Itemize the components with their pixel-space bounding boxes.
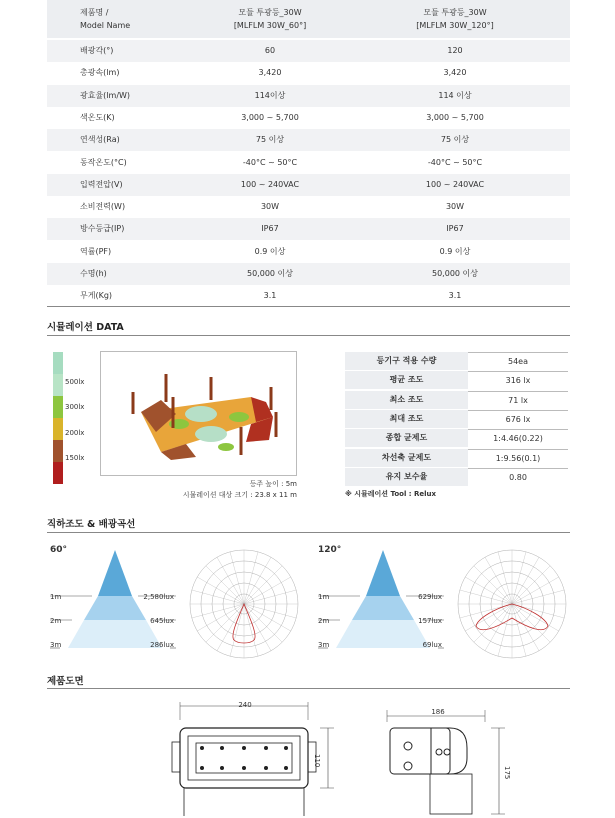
polar-spoke [244, 604, 296, 618]
lux-value: 2,580lux [143, 593, 174, 601]
spec-row-value-60: 30W [260, 202, 280, 212]
legend-swatch [53, 440, 63, 462]
spec-row-value-120: 3,420 [443, 68, 467, 78]
spec-row-label: 배광각(°) [80, 46, 114, 55]
spec-row-label: 역률(PF) [80, 246, 112, 256]
polar-spoke [244, 577, 291, 604]
polar-spoke [485, 557, 512, 604]
polar-spoke [244, 566, 282, 604]
header-col1-line1: 모듈 투광등_30W [238, 8, 302, 17]
lux-value: 157lux [418, 617, 442, 625]
legend-swatch [53, 352, 63, 374]
polar-spoke [197, 577, 244, 604]
spec-row-label: 동작온도(°C) [80, 157, 127, 167]
simulation-render-image [101, 352, 296, 475]
polar-spoke [230, 604, 244, 656]
header-col2-line1: 모듈 투광등_30W [423, 8, 487, 17]
polar-spoke [498, 604, 512, 656]
lux-value: 286lux [150, 641, 174, 649]
spec-row-value-120: 75 이상 [440, 135, 470, 145]
spec-row-value-120: 100 ~ 240VAC [425, 179, 485, 189]
spec-row-value-60: 3,420 [258, 68, 282, 78]
spec-row-label: 입력전압(V) [80, 179, 123, 189]
sim-table-label: 등기구 적용 수량 [345, 352, 468, 370]
lux-value: 645lux [150, 617, 174, 625]
legend-swatch [53, 418, 63, 440]
sim-table-label: 종합 균제도 [345, 429, 468, 447]
polar-spoke [217, 557, 244, 604]
simulation-tool-note: ※ 시뮬레이션 Tool : Relux [345, 490, 437, 498]
polar-spoke [465, 577, 512, 604]
legend-150lx: 150lx [65, 454, 85, 462]
polar-spoke [197, 604, 244, 631]
sim-table-value: 1:9.56(0.1) [468, 449, 568, 467]
sim-table-label: 유지 보수율 [345, 468, 468, 486]
sim-table-value: 71 lx [468, 391, 568, 409]
polar-spoke [512, 566, 550, 604]
spec-table-bottom-line [47, 306, 570, 307]
distance-label: 1m [50, 593, 62, 601]
front-width-dimension: 240 [238, 701, 252, 709]
polar-spoke [244, 557, 271, 604]
spec-row-label: 총광속(lm) [80, 68, 120, 78]
spec-row-label: 광효율(lm/W) [80, 90, 131, 100]
spec-row-value-60: 114이상 [254, 90, 286, 100]
legend-swatch [53, 462, 63, 484]
spec-row-value-60: 0.9 이상 [254, 246, 286, 256]
polar-spoke [465, 604, 512, 631]
polar-curve-60 [188, 548, 300, 660]
sim-table-value: 316 lx [468, 371, 568, 389]
simulation-render-frame [100, 351, 297, 476]
side-width-dimension: 186 [431, 708, 445, 716]
spec-row-label: 소비전력(W) [80, 202, 126, 212]
sim-table-label: 차선축 균제도 [345, 449, 468, 467]
sim-table-label: 최대 조도 [345, 410, 468, 428]
sim-table-value: 1:4.46(0.22) [468, 429, 568, 447]
distance-label: 3m [50, 641, 62, 649]
spec-row-value-60: 50,000 이상 [247, 269, 293, 278]
polar-spoke [498, 552, 512, 604]
sim-table-value: 676 lx [468, 410, 568, 428]
section-title-simulation: 시뮬레이션 DATA [47, 322, 124, 333]
spec-row-value-60: -40°C ~ 50°C [242, 157, 298, 167]
distance-label: 2m [318, 617, 330, 625]
polar-curve-120 [456, 548, 568, 660]
spec-row-value-60: 75 이상 [255, 135, 285, 145]
polar-spoke [244, 604, 282, 642]
spec-row-value-120: 114 이상 [438, 90, 472, 100]
simulation-caption-size: 시뮬레이션 대상 크기 : 23.8 x 11 m [182, 491, 297, 499]
distance-label: 1m [318, 593, 330, 601]
legend-200lx: 200lx [65, 429, 85, 437]
spec-row-value-60: 3.1 [263, 291, 277, 301]
spec-row-label: 색온도(K) [80, 112, 115, 122]
header-col1-line2: [MLFLM 30W_60°] [233, 21, 307, 30]
spec-row-value-60: 100 ~ 240VAC [240, 179, 300, 189]
polar-spoke [512, 604, 559, 631]
polar-spoke [485, 604, 512, 651]
header-label-line1: 제품명 / [80, 8, 109, 17]
spec-row-label: 방수등급(IP) [80, 224, 125, 234]
sim-table-value: 54ea [468, 352, 568, 370]
section-divider [47, 532, 570, 533]
sim-table-value: 0.80 [468, 468, 568, 486]
polar-spoke [512, 557, 539, 604]
polar-spoke [512, 604, 526, 656]
sim-table-label: 평균 조도 [345, 371, 468, 389]
spec-row-value-120: 3,000 ~ 5,700 [426, 112, 484, 122]
spec-row-value-60: 3,000 ~ 5,700 [241, 112, 299, 122]
spec-row-label: 수명(h) [80, 269, 107, 278]
spec-row-value-120: 50,000 이상 [432, 269, 478, 278]
polar-spoke [244, 604, 258, 656]
section-divider [47, 688, 570, 689]
header-col2-line2: [MLFLM 30W_120°] [416, 21, 494, 30]
front-height-dimension: 110 [313, 754, 321, 768]
legend-swatch [53, 374, 63, 396]
spec-row-label: 연색성(Ra) [80, 135, 120, 145]
polar-spoke [192, 604, 244, 618]
spec-row-value-120: 30W [445, 202, 465, 212]
illuminance-legend-bar [53, 352, 63, 484]
spec-row-value-120: 3.1 [448, 291, 462, 301]
side-height-dimension: 175 [503, 766, 511, 780]
section-title-drawing: 제품도면 [47, 676, 84, 687]
spec-row-value-120: 0.9 이상 [439, 246, 471, 256]
polar-spoke [217, 604, 244, 651]
spec-row-value-120: 120 [447, 46, 463, 55]
simulation-caption-height: 등주 높이 : 5m [249, 480, 297, 488]
spec-row-value-60: IP67 [261, 224, 279, 234]
angle-label-60: 60° [50, 545, 68, 555]
spec-row-value-120: -40°C ~ 50°C [427, 157, 483, 167]
sim-table-label: 최소 조도 [345, 391, 468, 409]
polar-spoke [512, 604, 539, 651]
section-divider [47, 335, 570, 336]
polar-spoke [460, 590, 512, 604]
polar-spoke [244, 590, 296, 604]
spec-row-label: 무게(Kg) [80, 291, 113, 301]
polar-spoke [512, 604, 550, 642]
polar-spoke [230, 552, 244, 604]
spec-table-header [47, 0, 570, 38]
legend-swatch [53, 396, 63, 418]
angle-label-120: 120° [318, 545, 342, 555]
legend-300lx: 300lx [65, 403, 85, 411]
polar-spoke [244, 604, 291, 631]
polar-spoke [512, 577, 559, 604]
distance-label: 3m [318, 641, 330, 649]
legend-500lx: 500lx [65, 378, 85, 386]
polar-spoke [474, 566, 512, 604]
polar-spoke [474, 604, 512, 642]
polar-spoke [192, 590, 244, 604]
polar-spoke [244, 604, 271, 651]
polar-spoke [206, 566, 244, 604]
polar-spoke [206, 604, 244, 642]
spec-row-value-120: IP67 [446, 224, 464, 234]
section-title-illuminance: 직하조도 & 배광곡선 [47, 519, 136, 530]
polar-spoke [512, 552, 526, 604]
distance-label: 2m [50, 617, 62, 625]
polar-spoke [244, 552, 258, 604]
lux-value: 69lux [422, 641, 442, 649]
spec-row-value-60: 60 [264, 46, 276, 55]
header-label-line2: Model Name [80, 21, 131, 30]
polar-spoke [512, 590, 564, 604]
lux-value: 629lux [418, 593, 442, 601]
